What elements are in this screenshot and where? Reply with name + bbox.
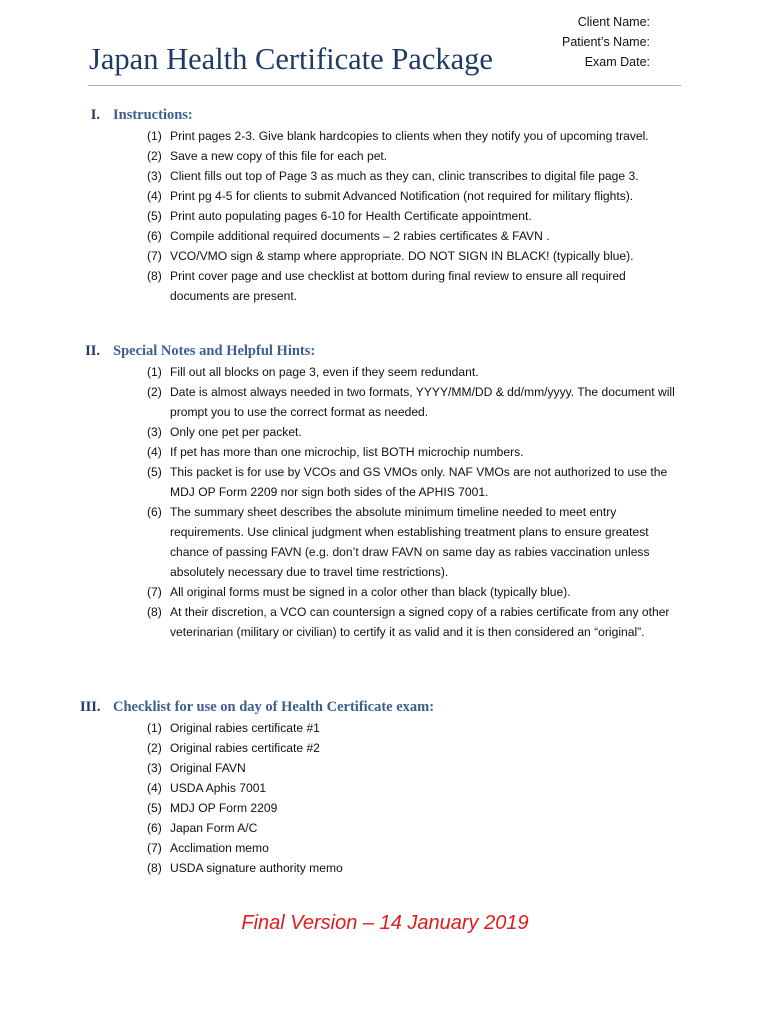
- item-text: Date is almost always needed in two formats, YYYY/MM/DD & dd/mm/yyyy. The document will prompt you to use the correct format as needed.: [170, 385, 675, 419]
- item-text: This packet is for use by VCOs and GS VMOs only. NAF VMOs are not authorized to use the MDJ OP Form 2209 nor sign both sides of the APHIS 7001.: [170, 465, 668, 499]
- item-text: Compile additional required documents – 2 rabies certificates & FAVN .: [170, 229, 550, 243]
- list-item: [0, 166, 682, 186]
- item-number: (1): [147, 721, 162, 735]
- item-number: (7): [147, 249, 162, 263]
- list-item: [0, 126, 682, 146]
- item-text: Client fills out top of Page 3 as much as they can, clinic transcribes to digital file page 3.: [170, 169, 639, 183]
- item-number: (4): [147, 445, 162, 459]
- list-item: [0, 266, 682, 306]
- list-item: [0, 502, 682, 582]
- item-text: USDA signature authority memo: [170, 861, 343, 875]
- list-item: [0, 818, 682, 838]
- section-heading: Instructions:: [113, 107, 193, 123]
- list-item: [0, 798, 682, 818]
- patient-name-label: Patient’s Name:: [561, 35, 650, 49]
- client-info-fields: [562, 12, 650, 72]
- item-number: (4): [147, 189, 162, 203]
- item-number: (1): [147, 129, 162, 143]
- item-number: (4): [147, 781, 162, 795]
- item-number: (6): [147, 821, 162, 835]
- list-item: [0, 838, 682, 858]
- item-text: Print auto populating pages 6-10 for Health Certificate appointment.: [170, 209, 532, 223]
- list-item: [0, 146, 682, 166]
- item-number: (8): [147, 605, 162, 619]
- client-name-label: Client Name:: [577, 15, 650, 29]
- item-number: (2): [147, 385, 162, 399]
- item-text: Original rabies certificate #1: [170, 721, 320, 735]
- list-item: [0, 738, 682, 758]
- list-item: [0, 758, 682, 778]
- item-number: (6): [147, 229, 162, 243]
- item-number: (3): [147, 425, 162, 439]
- list-item: [0, 362, 682, 382]
- notes-list: [0, 362, 682, 642]
- section-numeral: I.: [90, 107, 100, 123]
- item-text: The summary sheet describes the absolute minimum timeline needed to meet entry requirements. Use clinical judgment when establishing treatment plans to ensure greatest chance of passing FAVN (e.g. don’t draw FAVN on same day as rabies vaccination unless absolutely necessary due to travel time restrictions).: [170, 505, 650, 579]
- item-text: Print pages 2-3. Give blank hardcopies to clients when they notify you of upcoming travel.: [170, 129, 649, 143]
- title-underline: [88, 85, 681, 86]
- item-text: Only one pet per packet.: [170, 425, 302, 439]
- item-number: (7): [147, 841, 162, 855]
- item-text: Japan Form A/C: [170, 821, 258, 835]
- item-text: All original forms must be signed in a color other than black (typically blue).: [170, 585, 571, 599]
- list-item: [0, 778, 682, 798]
- item-text: Fill out all blocks on page 3, even if they seem redundant.: [170, 365, 479, 379]
- item-text: Print pg 4-5 for clients to submit Advanced Notification (not required for military flights).: [170, 189, 634, 203]
- list-item: [0, 382, 682, 422]
- item-text: USDA Aphis 7001: [170, 781, 267, 795]
- item-number: (3): [147, 169, 162, 183]
- list-item: [0, 186, 682, 206]
- item-number: (1): [147, 365, 162, 379]
- exam-date-label: Exam Date:: [584, 55, 650, 69]
- instructions-list: [0, 126, 682, 306]
- list-item: [0, 226, 682, 246]
- list-item: [0, 858, 682, 878]
- item-text: If pet has more than one microchip, list BOTH microchip numbers.: [170, 445, 524, 459]
- item-number: (7): [147, 585, 162, 599]
- item-text: Save a new copy of this file for each pet.: [170, 149, 388, 163]
- page-title: Japan Health Certificate Package: [89, 42, 493, 76]
- checklist-list: [0, 718, 682, 878]
- item-number: (8): [147, 861, 162, 875]
- list-item: [0, 582, 682, 602]
- item-text: MDJ OP Form 2209: [170, 801, 278, 815]
- list-item: [0, 442, 682, 462]
- list-item: [0, 206, 682, 226]
- item-text: VCO/VMO sign & stamp where appropriate. DO NOT SIGN IN BLACK! (typically blue).: [170, 249, 634, 263]
- item-number: (2): [147, 149, 162, 163]
- item-text: Print cover page and use checklist at bottom during final review to ensure all required documents are present.: [170, 269, 626, 303]
- item-number: (3): [147, 761, 162, 775]
- item-number: (8): [147, 269, 162, 283]
- item-number: (5): [147, 801, 162, 815]
- list-item: [0, 718, 682, 738]
- item-text: Original FAVN: [170, 761, 246, 775]
- list-item: [0, 246, 682, 266]
- item-number: (5): [147, 209, 162, 223]
- item-text: Acclimation memo: [170, 841, 269, 855]
- section-numeral: III.: [80, 699, 101, 715]
- section-heading: Checklist for use on day of Health Certificate exam:: [113, 699, 435, 715]
- item-text: At their discretion, a VCO can countersign a signed copy of a rabies certificate from any other veterinarian (military or civilian) to certify it as valid and it is then considered an “original”.: [170, 605, 670, 639]
- item-number: (6): [147, 505, 162, 519]
- list-item: [0, 602, 682, 642]
- item-number: (5): [147, 465, 162, 479]
- item-text: Original rabies certificate #2: [170, 741, 320, 755]
- list-item: [0, 462, 682, 502]
- item-number: (2): [147, 741, 162, 755]
- section-numeral: II.: [85, 343, 100, 359]
- final-version-footer: Final Version – 14 January 2019: [241, 912, 529, 934]
- section-heading: Special Notes and Helpful Hints:: [113, 343, 316, 359]
- list-item: [0, 422, 682, 442]
